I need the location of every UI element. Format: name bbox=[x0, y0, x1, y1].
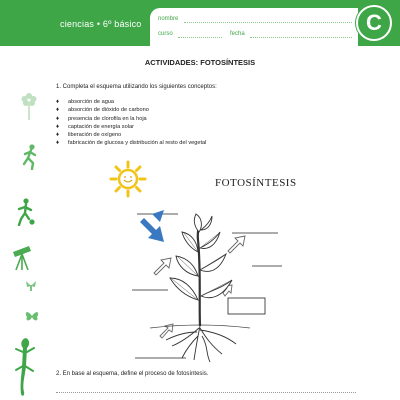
diagram-title: FOTOSÍNTESIS bbox=[215, 177, 297, 189]
date-label: fecha bbox=[230, 31, 245, 37]
list-item: ♦ liberación de oxígeno bbox=[56, 132, 122, 139]
course-field[interactable] bbox=[178, 37, 222, 38]
level-badge: C bbox=[356, 5, 392, 41]
list-item: ♦ absorción de agua bbox=[56, 99, 115, 105]
sun-icon bbox=[111, 162, 145, 196]
student-info-form bbox=[150, 8, 358, 46]
question-2: 2. En base al esquema, define el proceso de fotosíntesis. bbox=[56, 371, 209, 377]
name-field[interactable] bbox=[184, 22, 352, 23]
diamond-bullet-icon: ♦ bbox=[56, 107, 60, 114]
list-item: ♦ captación de energía solar bbox=[56, 123, 134, 130]
photosynthesis-diagram bbox=[0, 160, 400, 370]
diamond-bullet-icon: ♦ bbox=[56, 132, 60, 139]
diamond-bullet-icon: ♦ bbox=[56, 115, 60, 122]
list-item: ♦ absorción de dióxido de carbono bbox=[56, 107, 149, 114]
date-field[interactable] bbox=[250, 37, 352, 38]
diamond-bullet-icon: ♦ bbox=[56, 99, 60, 105]
instruction-1: 1. Completa el esquema utilizando los siguientes conceptos: bbox=[56, 84, 217, 90]
plant-illustration bbox=[150, 214, 250, 362]
answer-line[interactable] bbox=[56, 392, 356, 393]
diamond-bullet-icon: ♦ bbox=[56, 140, 60, 147]
flower-icon bbox=[20, 90, 38, 122]
concept-list bbox=[56, 98, 206, 148]
page-title: ACTIVIDADES: FOTOSÍNTESIS bbox=[144, 58, 256, 67]
list-item: ♦ fabricación de glucosa y distribución al resto del vegetal bbox=[56, 140, 207, 147]
blue-arrow-icon bbox=[140, 218, 164, 242]
subject-label: ciencias • 6º básico bbox=[60, 19, 142, 29]
answer-box[interactable] bbox=[228, 298, 265, 314]
list-item: ♦ presencia de clorofila en la hoja bbox=[56, 115, 147, 122]
name-label: nombre bbox=[158, 16, 179, 22]
course-label: curso bbox=[158, 31, 173, 37]
diamond-bullet-icon: ♦ bbox=[56, 123, 60, 130]
